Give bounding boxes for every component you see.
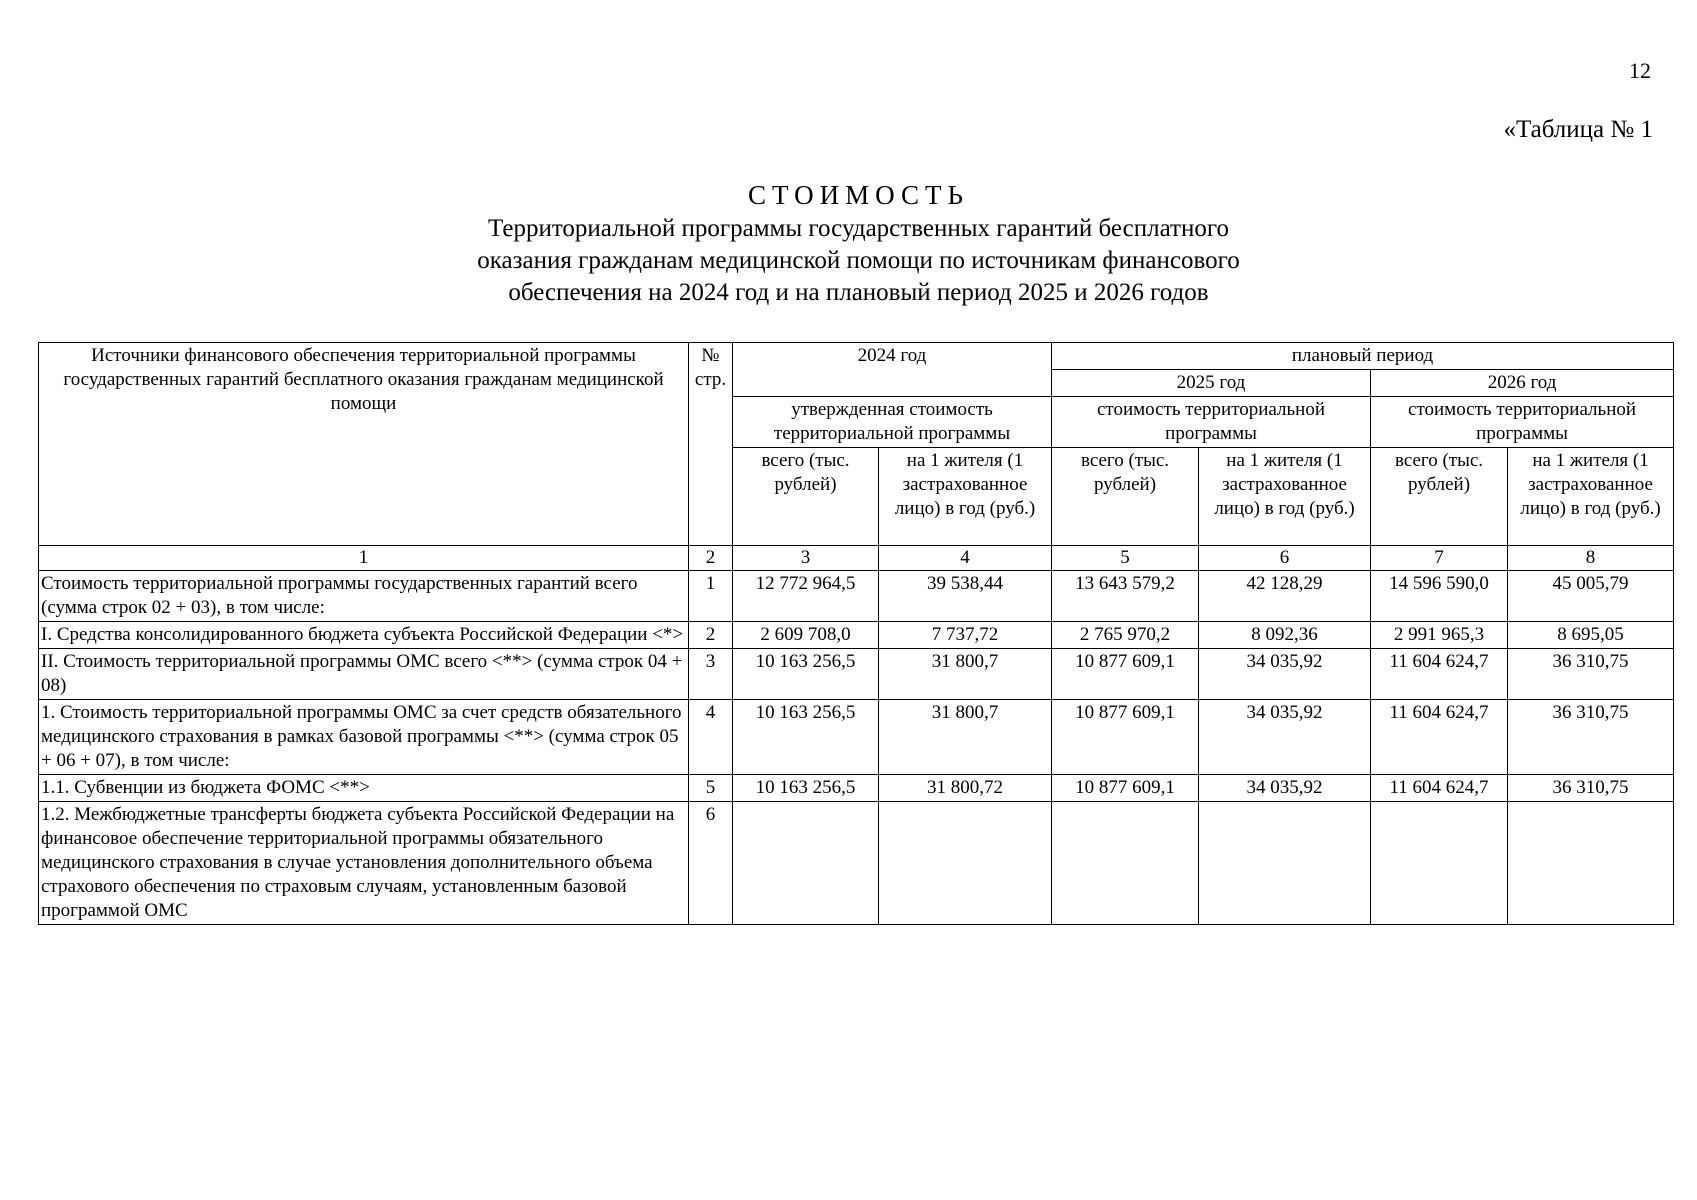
document-title [0,180,1697,309]
value-2025-total [1052,802,1199,925]
row-name: II. Стоимость территориальной программы ОМС всего <**> (сумма строк 04 + 08) [39,649,689,700]
header-row [39,343,1674,370]
value-2024-total: 10 163 256,5 [733,649,879,700]
value-2026-per-resident: 8 695,05 [1508,622,1674,649]
row-number: 5 [689,775,733,802]
column-numbers-row [39,546,1674,571]
value-2025-total: 13 643 579,2 [1052,571,1199,622]
value-2026-per-resident [1508,802,1674,925]
row-name: 1. Стоимость территориальной программы ОМС за счет средств обязательного медицинского страхования в рамках базовой программы <**> (сумма строк 05 + 06 + 07), в том числе: [39,700,689,775]
row-number: 4 [689,700,733,775]
value-2024-total [733,802,879,925]
value-2026-total: 11 604 624,7 [1371,775,1508,802]
value-2025-per-resident [1199,802,1371,925]
column-number: 7 [1371,546,1508,571]
column-number: 8 [1508,546,1674,571]
row-name: 1.1. Субвенции из бюджета ФОМС <**> [39,775,689,802]
row-number: 2 [689,622,733,649]
header-year-2025: 2025 год [1052,370,1371,397]
header-per-resident: на 1 жителя (1 застрахованное лицо) в год (руб.) [1199,448,1371,546]
column-number: 4 [879,546,1052,571]
title-line: оказания гражданам медицинской помощи по источникам финансового [477,247,1240,274]
value-2025-per-resident: 34 035,92 [1199,649,1371,700]
column-number: 5 [1052,546,1199,571]
table-row [39,649,1674,700]
header-source: Источники финансового обеспечения территориальной программы государственных гарантий бесплатного оказания гражданам медицинской помощи [39,343,689,546]
value-2026-per-resident: 45 005,79 [1508,571,1674,622]
value-2024-per-resident: 31 800,7 [879,649,1052,700]
value-2024-total: 10 163 256,5 [733,775,879,802]
table-row [39,622,1674,649]
header-total: всего (тыс. рублей) [1052,448,1199,546]
row-name: Стоимость территориальной программы государственных гарантий всего (сумма строк 02 + 03), в том числе: [39,571,689,622]
value-2026-total [1371,802,1508,925]
title-line: обеспечения на 2024 год и на плановый период 2025 и 2026 годов [508,279,1209,306]
header-approved-cost: утвержденная стоимость территориальной программы [733,397,1052,448]
header-planned-period: плановый период [1052,343,1674,370]
value-2025-total: 10 877 609,1 [1052,649,1199,700]
column-number: 2 [689,546,733,571]
header-total: всего (тыс. рублей) [1371,448,1508,546]
value-2026-total: 2 991 965,3 [1371,622,1508,649]
cost-table [38,342,1674,925]
header-total: всего (тыс. рублей) [733,448,879,546]
row-name: 1.2. Межбюджетные трансферты бюджета субъекта Российской Федерации на финансовое обеспечение территориальной программы обязательного медицинского страхования в случае установления дополнительного объема страхового обеспечения по страховым случаям, установленным базовой программой ОМС [39,802,689,925]
value-2026-total: 11 604 624,7 [1371,700,1508,775]
value-2024-per-resident [879,802,1052,925]
table-row [39,802,1674,925]
value-2024-total: 2 609 708,0 [733,622,879,649]
value-2025-total: 2 765 970,2 [1052,622,1199,649]
row-number: 1 [689,571,733,622]
title-main: СТОИМОСТЬ [748,180,969,210]
value-2024-per-resident: 39 538,44 [879,571,1052,622]
value-2026-total: 11 604 624,7 [1371,649,1508,700]
column-number: 1 [39,546,689,571]
value-2025-per-resident: 34 035,92 [1199,775,1371,802]
value-2024-per-resident: 31 800,7 [879,700,1052,775]
header-per-resident: на 1 жителя (1 застрахованное лицо) в год (руб.) [879,448,1052,546]
value-2025-per-resident: 8 092,36 [1199,622,1371,649]
row-number: 6 [689,802,733,925]
header-cost-2025: стоимость территориальной программы [1052,397,1371,448]
value-2024-total: 12 772 964,5 [733,571,879,622]
value-2024-total: 10 163 256,5 [733,700,879,775]
value-2024-per-resident: 7 737,72 [879,622,1052,649]
header-cost-2026: стоимость территориальной программы [1371,397,1674,448]
table-row [39,775,1674,802]
value-2025-per-resident: 42 128,29 [1199,571,1371,622]
table-label: «Таблица № 1 [1503,116,1653,143]
value-2026-per-resident: 36 310,75 [1508,775,1674,802]
row-name: I. Средства консолидированного бюджета субъекта Российской Федерации <*> [39,622,689,649]
header-per-resident: на 1 жителя (1 застрахованное лицо) в год (руб.) [1508,448,1674,546]
header-year-2024: 2024 год [733,343,1052,397]
table-row [39,700,1674,775]
value-2026-per-resident: 36 310,75 [1508,700,1674,775]
column-number: 3 [733,546,879,571]
value-2025-total: 10 877 609,1 [1052,775,1199,802]
column-number: 6 [1199,546,1371,571]
value-2026-per-resident: 36 310,75 [1508,649,1674,700]
value-2025-per-resident: 34 035,92 [1199,700,1371,775]
value-2026-total: 14 596 590,0 [1371,571,1508,622]
header-year-2026: 2026 год [1371,370,1674,397]
table-row [39,571,1674,622]
title-line: Территориальной программы государственных гарантий бесплатного [488,215,1229,242]
value-2025-total: 10 877 609,1 [1052,700,1199,775]
value-2024-per-resident: 31 800,72 [879,775,1052,802]
row-number: 3 [689,649,733,700]
header-row-number: № стр. [689,343,733,546]
page-number: 12 [1629,58,1651,83]
